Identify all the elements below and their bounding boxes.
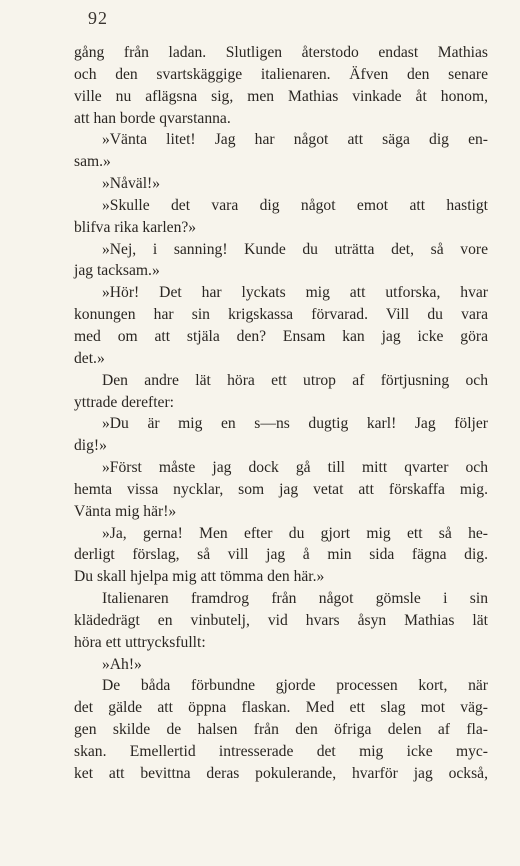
text-line: jag tacksam.»	[74, 262, 160, 280]
text-line: »Ja, gerna! Men efter du gjort mig ett så he-	[102, 524, 488, 542]
text-line: konungen har sin krigskassa förvarad. Vill du vara	[74, 306, 488, 324]
text-line: ket att bevittna deras pokulerande, hvarför jag också,	[74, 764, 488, 782]
text-line: »Skulle det vara dig något emot att hastigt	[102, 196, 488, 214]
text-line: klädedrägt en vinbutelj, vid hvars åsyn Mathias lät	[74, 611, 488, 629]
text-line: att han borde qvarstanna.	[74, 109, 231, 127]
text-line: det.»	[74, 349, 105, 367]
text-line: Italienaren framdrog från något gömsle i sin	[102, 590, 488, 608]
text-line: gång från ladan. Slutligen återstodo endast Mathias	[74, 44, 488, 61]
text-line: gen skilde de halsen från den öfriga delen af fla-	[74, 721, 488, 739]
text-line: dig!»	[74, 437, 107, 455]
text-line: »Nåväl!»	[102, 175, 161, 193]
text-line: med om att stjäla den? Ensam kan jag icke göra	[74, 327, 488, 345]
text-line: skan. Emellertid intresserade det mig icke myc-	[74, 743, 488, 760]
text-line: De båda förbundne gjorde processen kort, när	[102, 677, 488, 695]
text-line: »Vänta litet! Jag har något att säga dig en-	[102, 131, 488, 149]
text-line: Vänta mig här!»	[74, 502, 177, 520]
text-line: derligt förslag, så vill jag å min sida fägna dig.	[74, 546, 488, 564]
text-line: det gälde att öppna flaskan. Med ett slag mot väg-	[74, 699, 488, 717]
text-line: »Du är mig en s—ns dugtig karl! Jag följer	[102, 415, 488, 433]
text-line: höra ett uttrycksfullt:	[74, 633, 206, 651]
text-line: Den andre lät höra ett utrop af förtjusning och	[102, 371, 488, 389]
text-line: och den svartskäggige italienaren. Äfven den senare	[74, 65, 488, 83]
text-line: »Ah!»	[102, 655, 142, 673]
text-line: »Hör! Det har lyckats mig att utforska, hvar	[102, 284, 488, 302]
text-line: sam.»	[74, 153, 111, 171]
text-line: »Först måste jag dock gå till mitt qvarter och	[102, 459, 488, 477]
text-line: blifva rika karlen?»	[74, 218, 197, 236]
text-line: »Nej, i sanning! Kunde du uträtta det, så vore	[102, 240, 488, 258]
text-line: hemta vissa nycklar, som jag vetat att förskaffa mig.	[74, 480, 488, 498]
text-line: ville nu aflägsna sig, men Mathias vinkade åt honom,	[74, 87, 488, 105]
page-number: 92	[88, 8, 108, 28]
text-line: yttrade derefter:	[74, 393, 174, 411]
body-text	[74, 42, 488, 785]
text-line: Du skall hjelpa mig att tömma den här.»	[74, 568, 325, 586]
